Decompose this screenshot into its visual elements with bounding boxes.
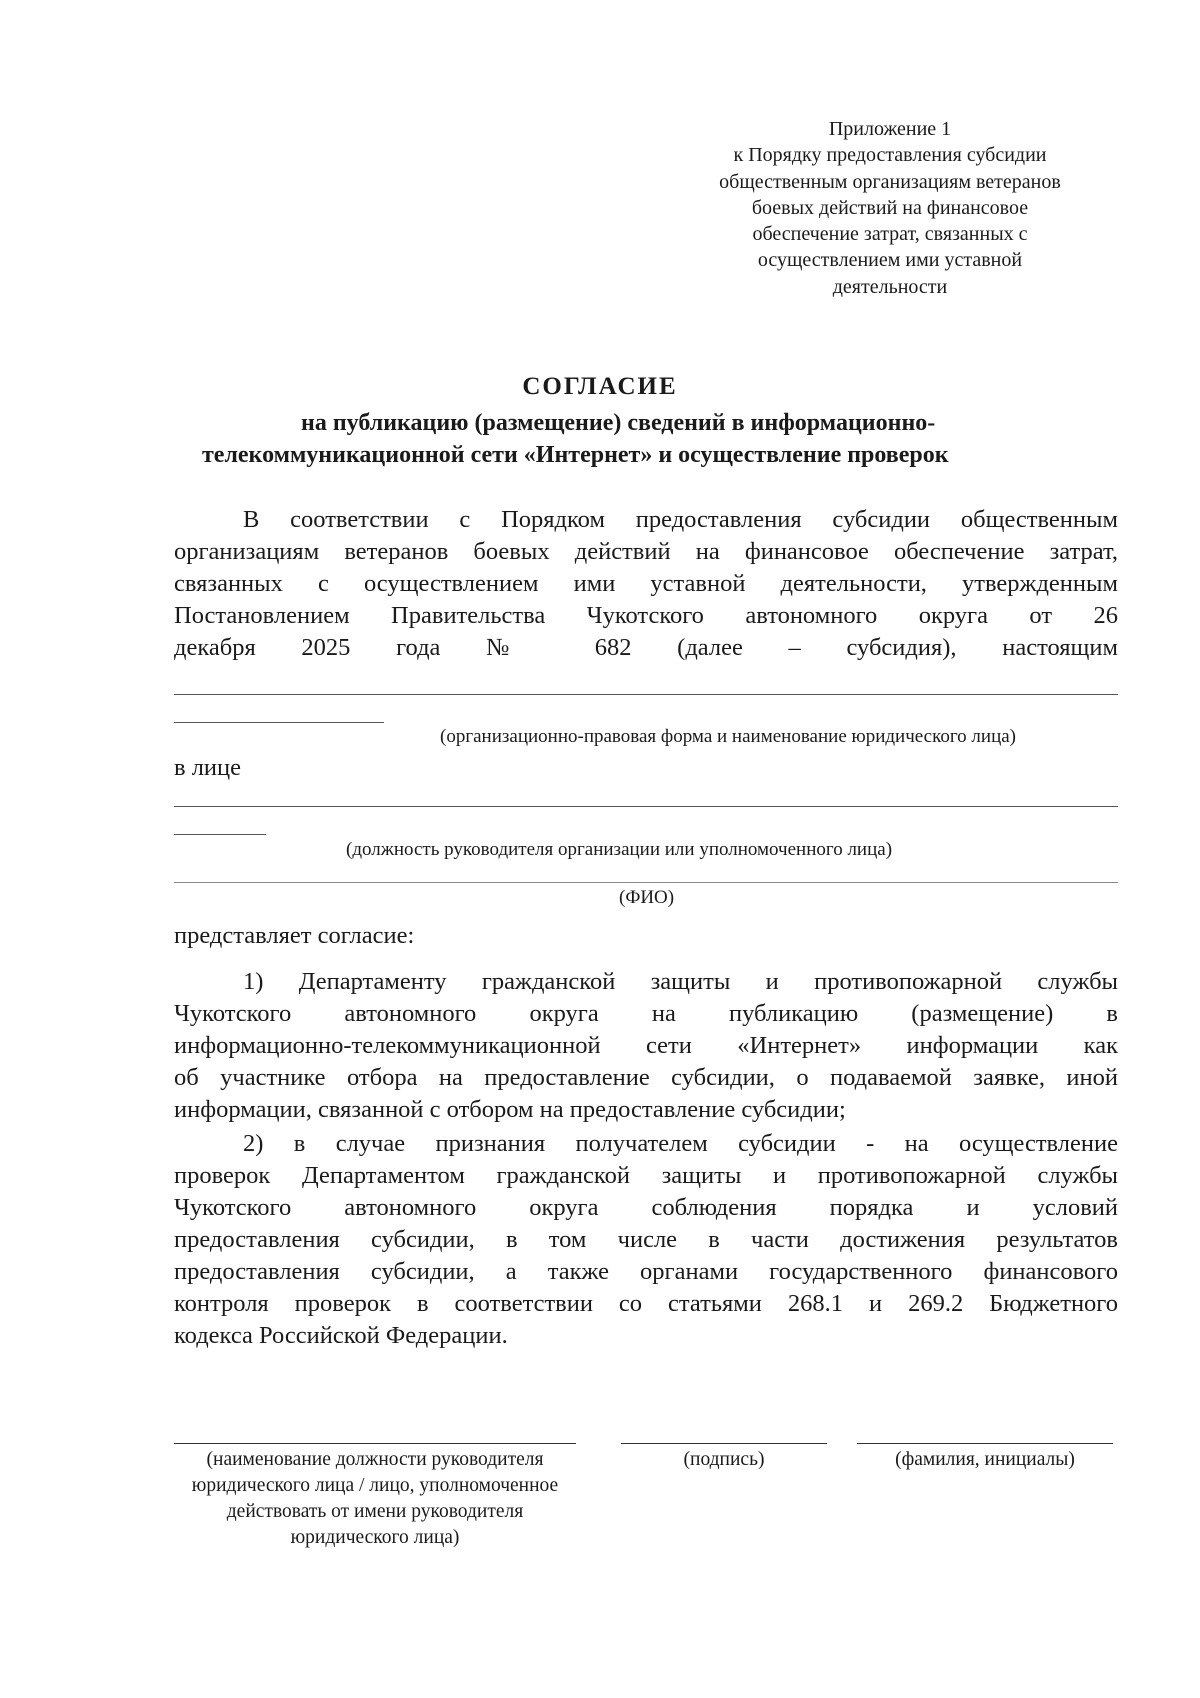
appendix-line: боевых действий на финансовое — [751, 196, 1029, 219]
position-line — [174, 806, 1118, 807]
org-caption: (организационно-правовая форма и наименование юридического лица) — [440, 726, 1017, 747]
intro-line: декабря 2025 года № 682 (далее – субсидия), настоящим — [174, 634, 1118, 661]
appendix-line: деятельности — [832, 275, 948, 298]
appendix-line: осуществлением ими уставной — [757, 249, 1023, 272]
appendix-line: к Порядку предоставления субсидии — [733, 144, 1047, 167]
item2-line: контроля проверок в соответствии со статьями 268.1 и 269.2 Бюджетного — [174, 1290, 1118, 1317]
intro-line: организациям ветеранов боевых действий на финансовое обеспечение затрат, — [174, 538, 1118, 565]
org-name-line-continuation — [174, 722, 384, 723]
item2-line: предоставления субсидии, а также органами государственного финансового — [174, 1258, 1118, 1285]
item1-line: 1) Департаменту гражданской защиты и противопожарной службы — [243, 968, 1118, 995]
intro-line: В соответствии с Порядком предоставления субсидии общественным — [243, 506, 1118, 533]
position-line-continuation — [174, 834, 266, 835]
fio-caption: (ФИО) — [619, 887, 675, 908]
subtitle-line: на публикацию (размещение) сведений в информационно- — [301, 410, 936, 436]
signature-name-caption: (фамилия, инициалы) — [895, 1449, 1075, 1470]
appendix-header — [670, 116, 1110, 300]
appendix-line: обеспечение затрат, связанных с — [752, 223, 1028, 246]
intro-line: связанных с осуществлением ими уставной деятельности, утвержденным — [174, 570, 1118, 597]
org-name-line — [174, 694, 1118, 695]
subtitle-line: телекоммуникационной сети «Интернет» и осуществление проверок — [202, 442, 949, 468]
item2-line: 2) в случае признания получателем субсидии - на осуществление — [243, 1130, 1118, 1157]
appendix-line: общественным организациям ветеранов — [719, 170, 1061, 193]
signature-position-caption: (наименование должности руководителя юридического лица / лицо, уполномоченное действовать от имени руководителя юридического лица) — [191, 1449, 559, 1548]
intro-line: Постановлением Правительства Чукотского автономного округа от 26 — [174, 602, 1118, 629]
item1-line: Чукотского автономного округа на публикацию (размещение) в — [174, 1000, 1118, 1027]
item2-line: Чукотского автономного округа соблюдения порядка и условий — [174, 1194, 1118, 1221]
item2-line: кодекса Российской Федерации. — [174, 1322, 508, 1349]
consent-label: представляет согласие: — [174, 922, 415, 949]
signature-caption: (подпись) — [683, 1449, 765, 1470]
item2-line: предоставления субсидии, в том числе в части достижения результатов — [174, 1226, 1118, 1253]
document-title: СОГЛАСИЕ — [522, 373, 678, 400]
item1-line: информации, связанной с отбором на предоставление субсидии; — [174, 1096, 846, 1123]
signature-position-line — [174, 1443, 576, 1444]
in-person-label: в лице — [174, 754, 242, 781]
item1-line: информационно-телекоммуникационной сети «Интернет» информации как — [174, 1032, 1118, 1059]
appendix-line: Приложение 1 — [828, 118, 952, 140]
item1-line: об участнике отбора на предоставление субсидии, о подаваемой заявке, иной — [174, 1064, 1118, 1091]
item2-line: проверок Департаментом гражданской защиты и противопожарной службы — [174, 1162, 1118, 1189]
signature-name-line — [857, 1443, 1113, 1444]
fio-line — [174, 882, 1118, 883]
signature-line — [621, 1443, 827, 1444]
position-caption: (должность руководителя организации или уполномоченного лица) — [346, 839, 893, 860]
